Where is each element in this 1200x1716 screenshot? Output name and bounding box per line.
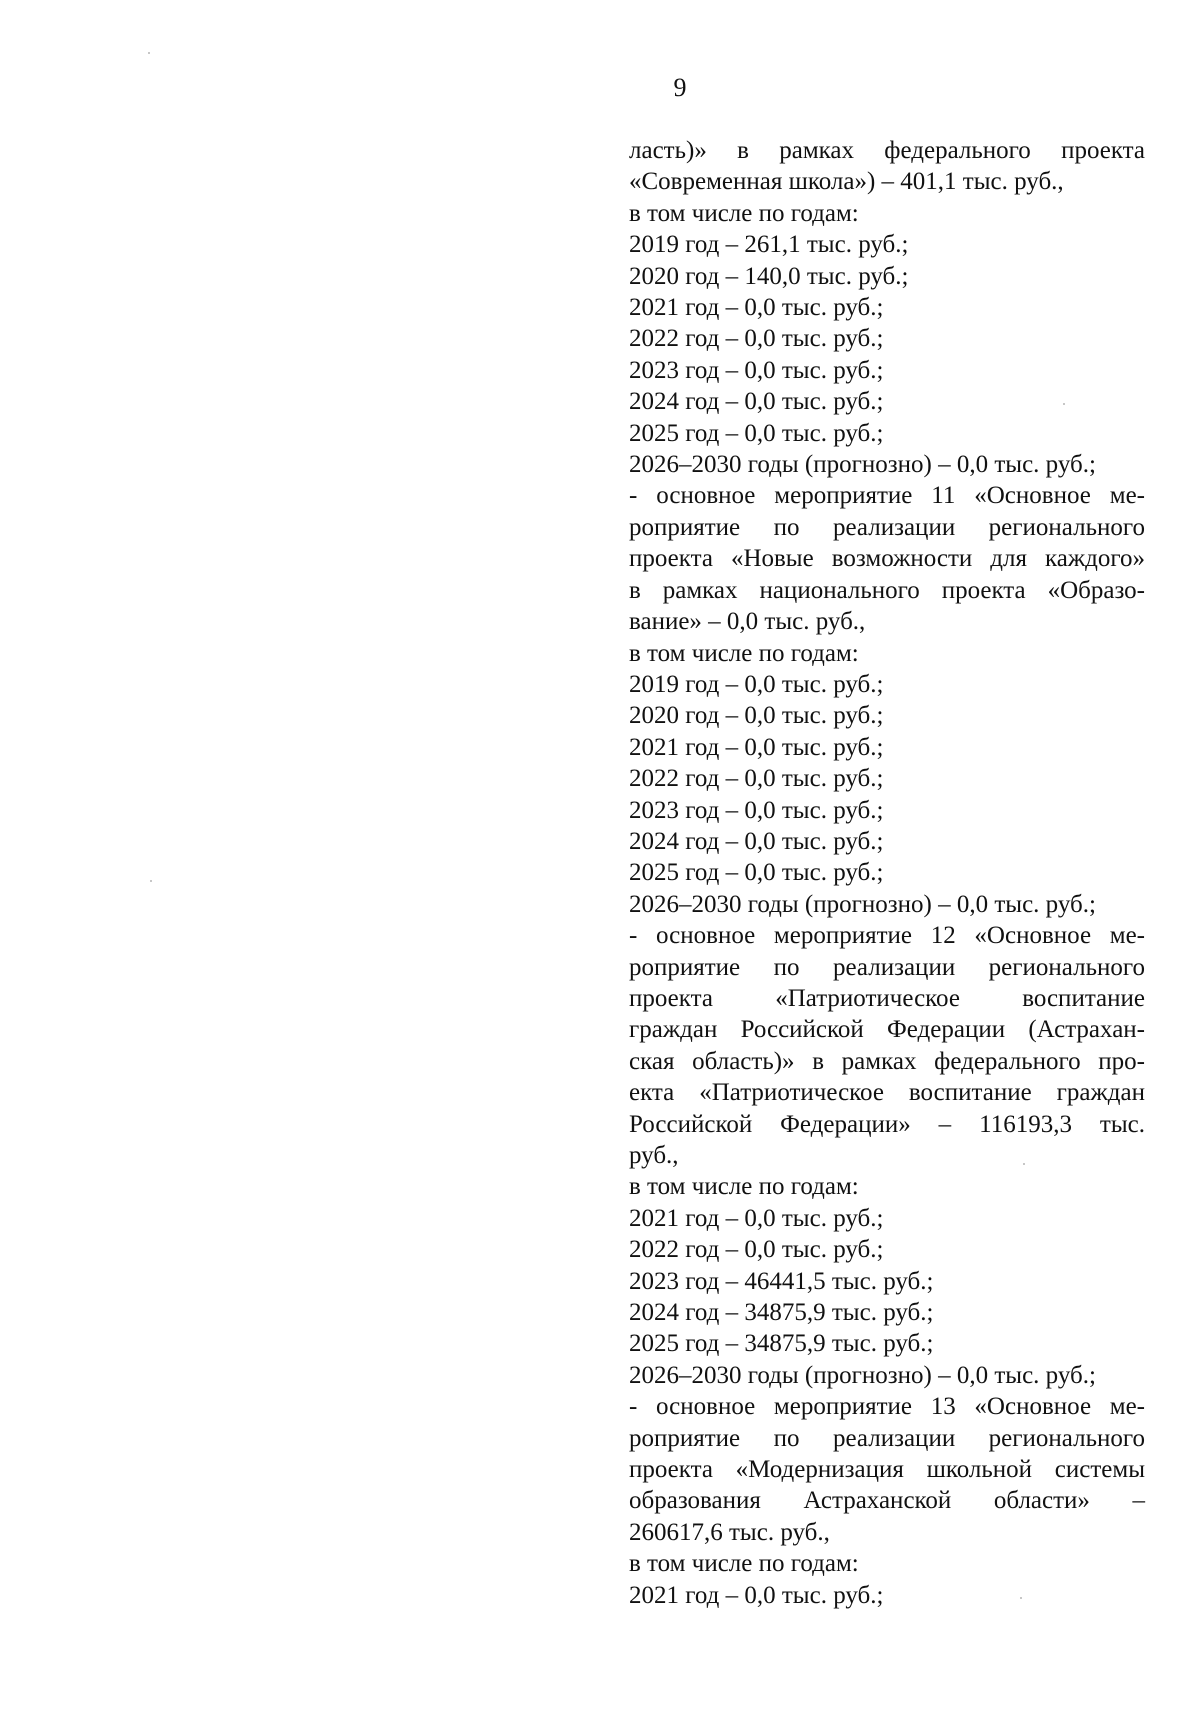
text-line: в том числе по годам: — [629, 199, 859, 227]
document-body — [629, 135, 1145, 1611]
text-line: в том числе по годам: — [629, 1173, 859, 1201]
text-line: образования Астраханской области» – — [629, 1487, 1145, 1515]
text-line: 2022 год – 0,0 тыс. руб.; — [629, 1236, 884, 1264]
text-line: екта «Патриотическое воспитание граждан — [629, 1079, 1145, 1107]
scan-speck — [1023, 1163, 1025, 1165]
text-line: 2020 год – 0,0 тыс. руб.; — [629, 702, 884, 730]
scan-speck — [150, 880, 152, 882]
text-line: 2026–2030 годы (прогнозно) – 0,0 тыс. руб.; — [629, 890, 1096, 918]
text-line: 2022 год – 0,0 тыс. руб.; — [629, 325, 884, 353]
text-line: - основное мероприятие 13 «Основное ме- — [629, 1393, 1145, 1421]
text-line: граждан Российской Федерации (Астрахан- — [629, 1016, 1145, 1044]
text-line: 2019 год – 261,1 тыс. руб.; — [629, 231, 909, 259]
text-line: 2025 год – 0,0 тыс. руб.; — [629, 419, 884, 447]
text-line: 2024 год – 0,0 тыс. руб.; — [629, 827, 884, 855]
text-line: 2024 год – 34875,9 тыс. руб.; — [629, 1299, 934, 1327]
text-line: вание» – 0,0 тыс. руб., — [629, 608, 866, 636]
text-line: 2021 год – 0,0 тыс. руб.; — [629, 294, 884, 322]
text-line: руб., — [629, 1142, 679, 1169]
text-line: 2023 год – 0,0 тыс. руб.; — [629, 796, 884, 824]
text-line: 2023 год – 46441,5 тыс. руб.; — [629, 1267, 934, 1295]
text-line: роприятие по реализации регионального — [629, 513, 1145, 541]
text-line: роприятие по реализации регионального — [629, 1424, 1145, 1452]
text-line: - основное мероприятие 12 «Основное ме- — [629, 922, 1145, 950]
text-line: проекта «Новые возможности для каждого» — [629, 545, 1145, 573]
text-line: 2025 год – 34875,9 тыс. руб.; — [629, 1330, 934, 1358]
text-line: 2023 год – 0,0 тыс. руб.; — [629, 356, 884, 384]
text-line: ская область)» в рамках федерального про- — [629, 1047, 1145, 1075]
text-line: в том числе по годам: — [629, 639, 859, 667]
text-line: Российской Федерации» – 116193,3 тыс. — [629, 1110, 1145, 1138]
text-line: 2026–2030 годы (прогнозно) – 0,0 тыс. руб.; — [629, 451, 1096, 479]
text-line: в рамках национального проекта «Образо- — [629, 576, 1145, 604]
text-line: ласть)» в рамках федерального проекта — [629, 137, 1145, 164]
text-line: проекта «Патриотическое воспитание — [629, 984, 1145, 1012]
text-line: 260617,6 тыс. руб., — [629, 1518, 830, 1546]
scan-speck — [1020, 1597, 1022, 1599]
text-line: 2019 год – 0,0 тыс. руб.; — [629, 670, 884, 698]
scan-speck — [1063, 403, 1065, 405]
page-number: 9 — [673, 73, 687, 102]
scan-speck — [148, 52, 150, 54]
text-line: 2026–2030 годы (прогнозно) – 0,0 тыс. руб.; — [629, 1361, 1096, 1389]
text-line: 2025 год – 0,0 тыс. руб.; — [629, 859, 884, 887]
text-line: 2021 год – 0,0 тыс. руб.; — [629, 1204, 884, 1232]
text-line: роприятие по реализации регионального — [629, 953, 1145, 981]
text-line: 2022 год – 0,0 тыс. руб.; — [629, 765, 884, 793]
text-line: в том числе по годам: — [629, 1550, 859, 1578]
text-line: «Современная школа») – 401,1 тыс. руб., — [629, 168, 1064, 196]
text-line: 2024 год – 0,0 тыс. руб.; — [629, 388, 884, 416]
text-line: 2021 год – 0,0 тыс. руб.; — [629, 1581, 884, 1609]
text-line: - основное мероприятие 11 «Основное ме- — [629, 482, 1145, 510]
text-line: проекта «Модернизация школьной системы — [629, 1456, 1145, 1484]
text-line: 2021 год – 0,0 тыс. руб.; — [629, 733, 884, 761]
text-line: 2020 год – 140,0 тыс. руб.; — [629, 262, 909, 290]
